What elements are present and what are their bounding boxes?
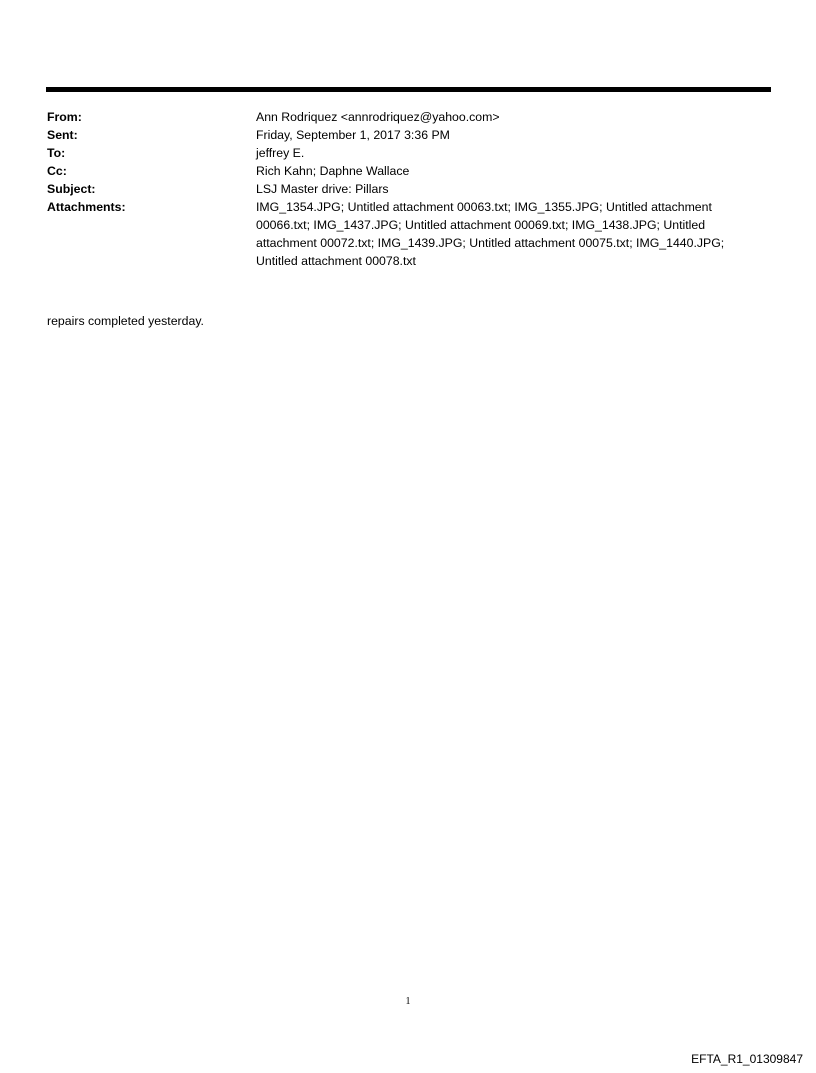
email-header-block xyxy=(47,108,767,270)
header-value-sent: Friday, September 1, 2017 3:36 PM xyxy=(256,128,450,142)
bates-number: EFTA_R1_01309847 xyxy=(691,1052,803,1066)
header-row-cc xyxy=(47,162,767,180)
header-label-sent: Sent: xyxy=(47,128,78,142)
header-row-sent xyxy=(47,126,767,144)
header-row-subject xyxy=(47,180,767,198)
header-row-to xyxy=(47,144,767,162)
header-value-subject: LSJ Master drive: Pillars xyxy=(256,182,389,196)
email-body: repairs completed yesterday. xyxy=(47,314,204,328)
header-label-from: From: xyxy=(47,110,82,124)
header-value-attachments: IMG_1354.JPG; Untitled attachment 00063.txt; IMG_1355.JPG; Untitled attachment 00066.txt; IMG_1437.JPG; Untitled attachment 00069.txt; IMG_1438.JPG; Untitled attachment 00072.txt; IMG_1439.JPG; Untitled attachment 00075.txt; IMG_1440.JPG; Untitled attachment 00078.txt xyxy=(256,200,725,268)
header-label-attachments: Attachments: xyxy=(47,200,126,214)
header-row-attachments xyxy=(47,198,767,270)
header-label-to: To: xyxy=(47,146,66,160)
page-number: 1 xyxy=(405,996,411,1007)
header-value-to: jeffrey E. xyxy=(256,146,305,160)
header-label-subject: Subject: xyxy=(47,182,96,196)
header-row-from xyxy=(47,108,767,126)
header-value-cc: Rich Kahn; Daphne Wallace xyxy=(256,164,410,178)
header-label-cc: Cc: xyxy=(47,164,67,178)
header-value-from: Ann Rodriquez <annrodriquez@yahoo.com> xyxy=(256,110,500,124)
header-divider-rule xyxy=(46,87,771,92)
